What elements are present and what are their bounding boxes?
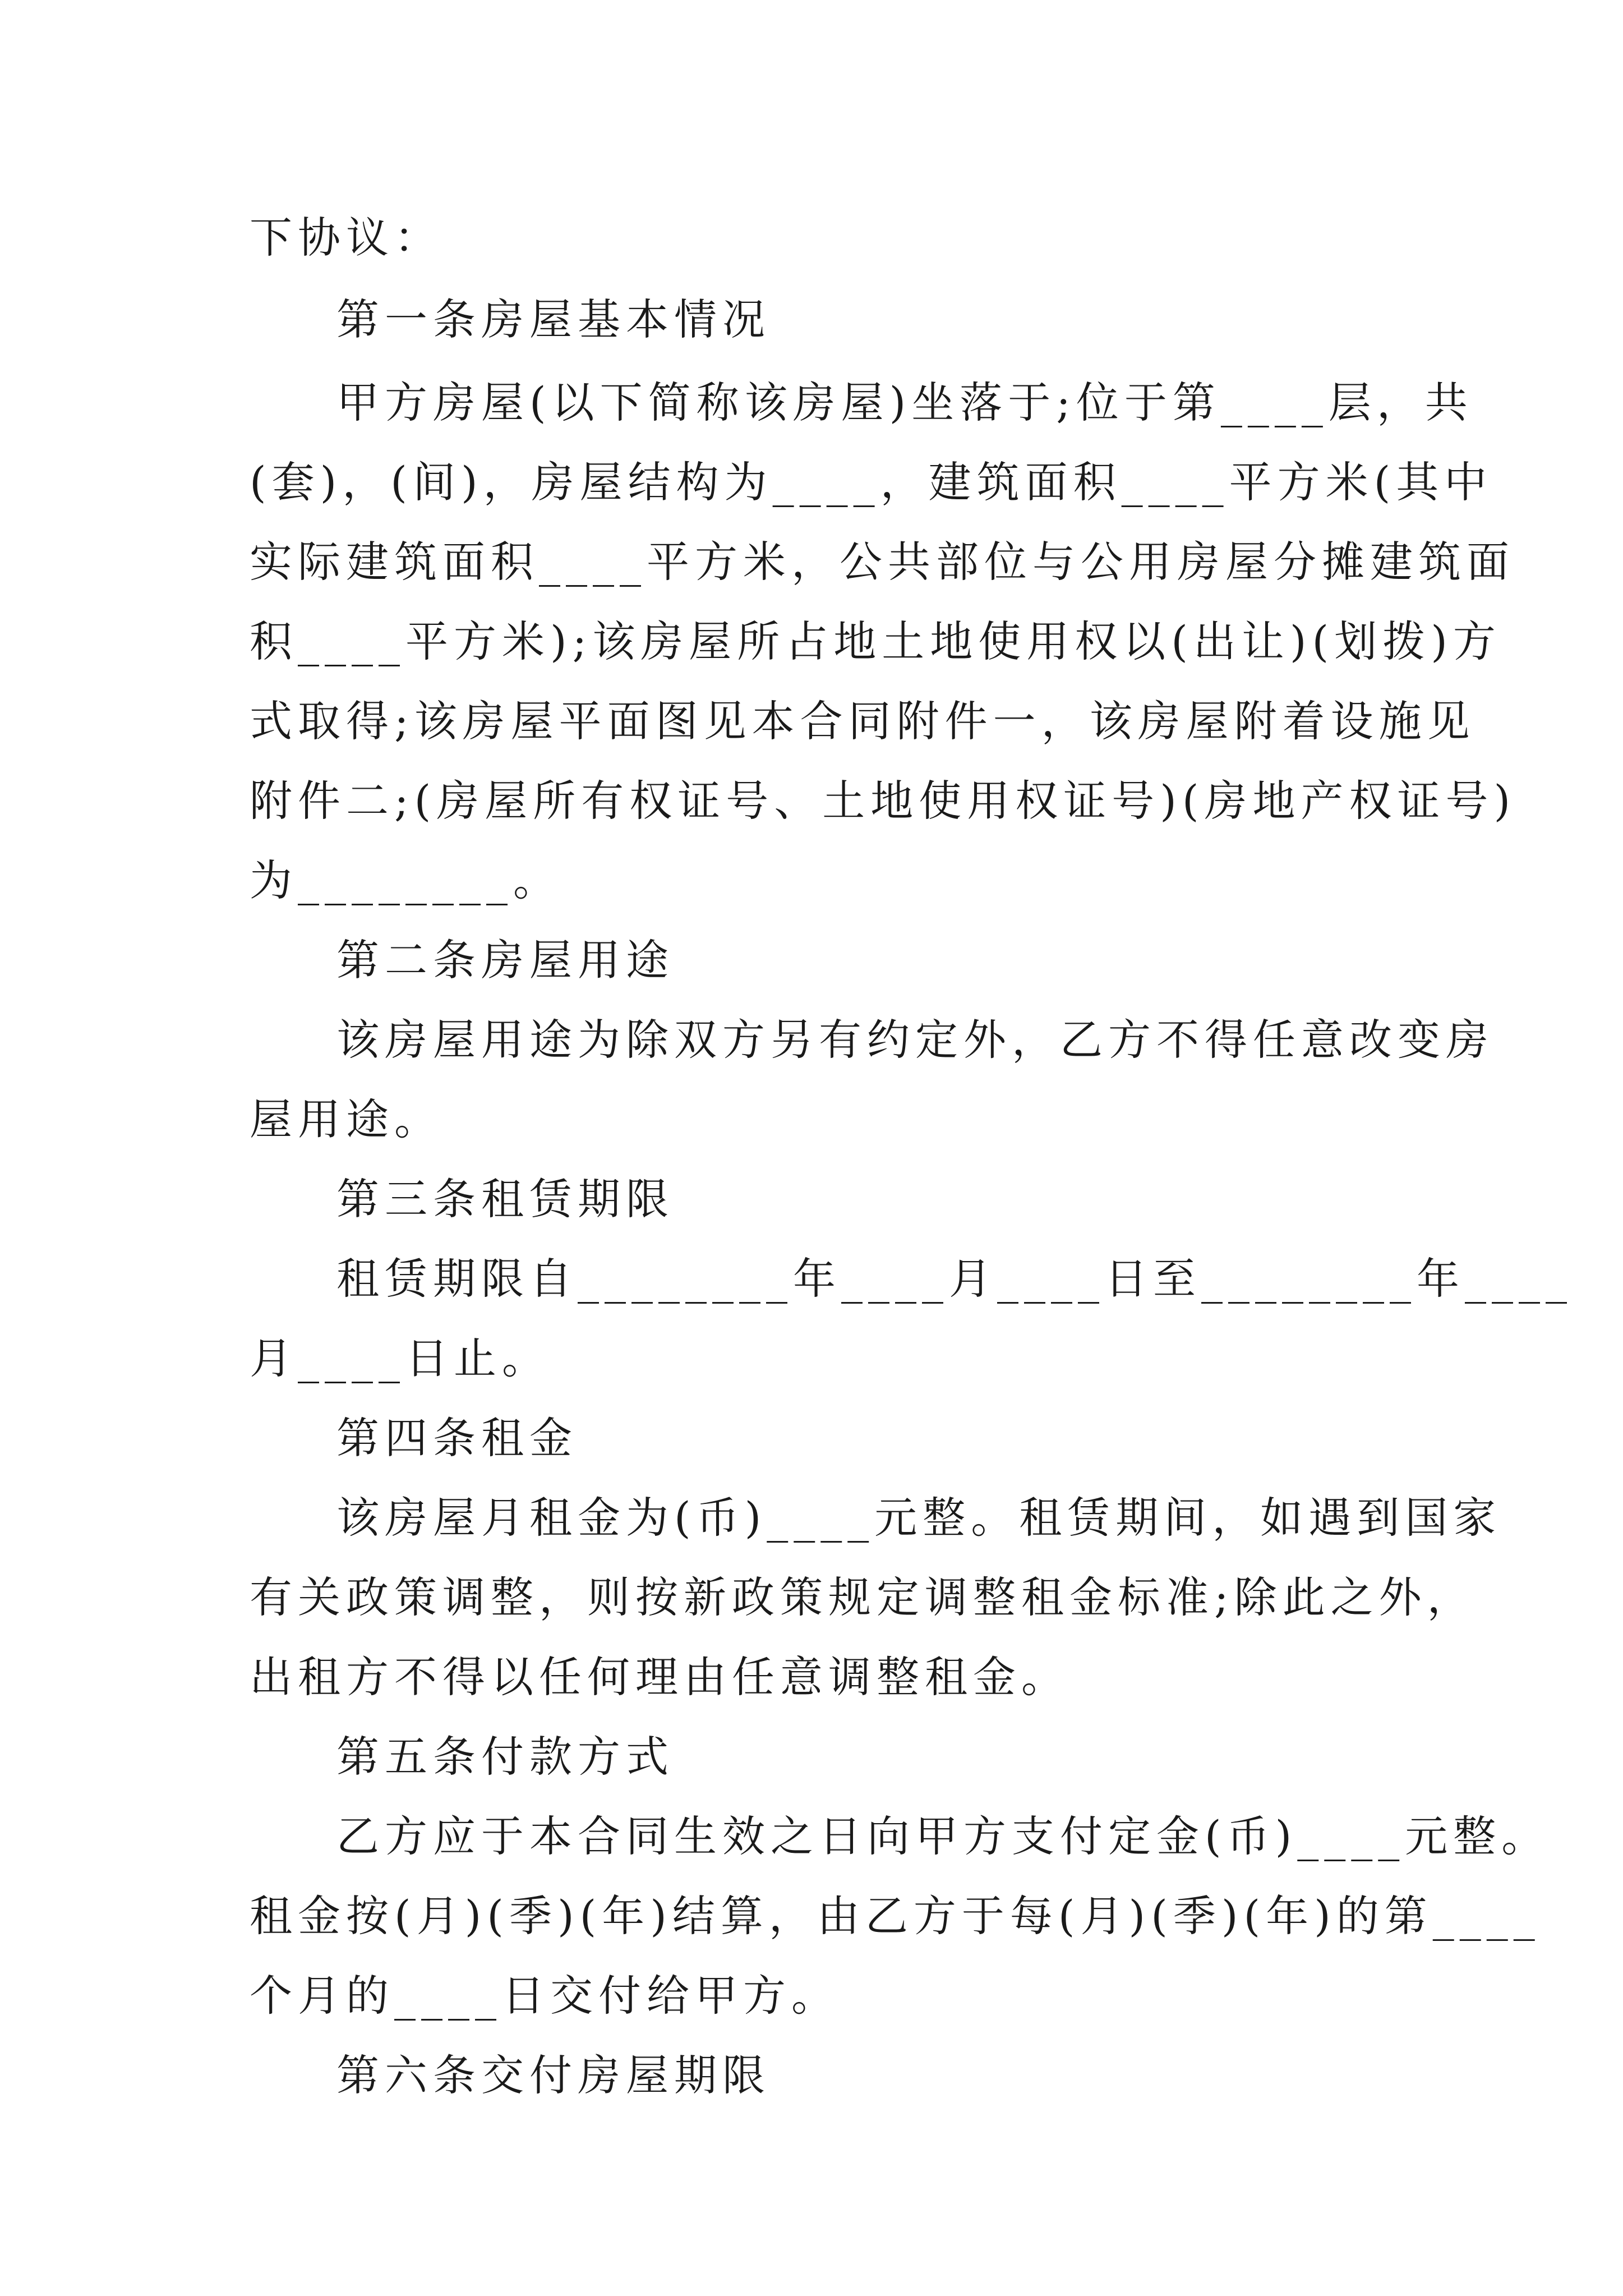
text-line: 有关政策调整，则按新政策规定调整租金标准;除此之外， — [250, 1572, 1476, 1622]
text-line: 租赁期限自________年____月____日至________年____ — [336, 1254, 1573, 1304]
text-line: 为________。 — [250, 855, 561, 905]
text-line: 该房屋月租金为(币)____元整。租赁期间，如遇到国家 — [336, 1493, 1502, 1543]
text-line: 月____日止。 — [250, 1333, 550, 1383]
section-heading: 第六条交付房屋期限 — [336, 2050, 771, 2100]
text-line: 租金按(月)(季)(年)结算，由乙方于每(月)(季)(年)的第____ — [250, 1891, 1541, 1941]
section-heading: 第四条租金 — [336, 1413, 578, 1463]
text-line: 实际建筑面积____平方米，公共部位与公用房屋分摊建筑面 — [250, 537, 1515, 587]
text-line: 该房屋用途为除双方另有约定外，乙方不得任意改变房 — [336, 1015, 1494, 1065]
text-line: 积____平方米);该房屋所占地土地使用权以(出让)(划拨)方 — [250, 616, 1501, 666]
section-heading: 第三条租赁期限 — [336, 1174, 674, 1224]
text-line: 甲方房屋(以下简称该房屋)坐落于;位于第____层，共 — [336, 378, 1473, 427]
text-line: 式取得;该房屋平面图见本合同附件一，该房屋附着设施见 — [250, 696, 1476, 746]
text-line: 附件二;(房屋所有权证号、土地使用权证号)(房地产权证号) — [250, 776, 1516, 826]
section-heading: 第五条付款方式 — [336, 1732, 674, 1782]
section-heading: 第二条房屋用途 — [336, 935, 674, 985]
text-line: 下协议： — [250, 213, 442, 263]
text-line: 个月的____日交付给甲方。 — [250, 1971, 840, 2021]
text-line: 乙方应于本合同生效之日向甲方支付定金(币)____元整。 — [336, 1811, 1550, 1861]
section-heading: 第一条房屋基本情况 — [336, 295, 771, 344]
text-line: 出租方不得以任何理由任意调整租金。 — [250, 1652, 1069, 1702]
text-line: 屋用途。 — [250, 1094, 442, 1144]
text-line: (套)，(间)，房屋结构为____，建筑面积____平方米(其中 — [250, 457, 1493, 507]
